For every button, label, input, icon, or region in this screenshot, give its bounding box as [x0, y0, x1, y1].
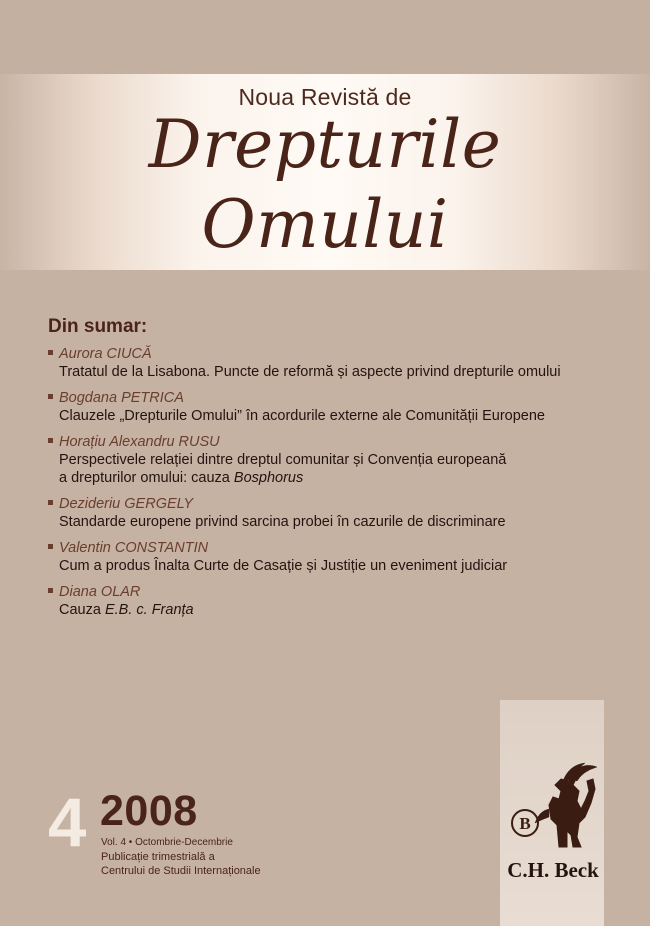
article-title: Cum a produs Înalta Curte de Casație și Justiție un eveniment judiciar — [59, 558, 508, 574]
article-title-text: a drepturilor omului: cauza — [59, 470, 234, 486]
bullet-icon — [48, 438, 53, 443]
logo-letter: B — [519, 814, 531, 833]
publisher-name: C.H. Beck — [507, 858, 599, 882]
article-author: Valentin CONSTANTIN — [59, 540, 209, 556]
article-title: Clauzele „Drepturile Omului” în acordurile externe ale Comunității Europene — [59, 408, 545, 424]
summary-item — [48, 433, 628, 487]
bullet-icon — [48, 544, 53, 549]
article-title — [48, 601, 628, 619]
article-author: Dezideriu GERGELY — [59, 496, 194, 512]
journal-title-line2: Omului — [201, 186, 449, 263]
griffin-icon — [509, 761, 601, 851]
article-author: Horațiu Alexandru RUSU — [59, 434, 220, 450]
bullet-icon — [48, 394, 53, 399]
article-title: Tratatul de la Lisabona. Puncte de reformă și aspecte privind drepturile omului — [59, 364, 561, 380]
article-author: Aurora CIUCĂ — [59, 346, 152, 362]
bullet-icon — [48, 588, 53, 593]
summary-list — [48, 345, 628, 627]
bullet-icon — [48, 350, 53, 355]
article-title-italic: E.B. c. Franța — [104, 602, 194, 618]
article-title-text: Cauza — [59, 602, 105, 618]
article-author: Diana OLAR — [59, 584, 141, 600]
publication-line2: Centrului de Studii Internaționale — [101, 865, 261, 877]
summary-item — [48, 495, 628, 531]
article-author: Bogdana PETRICA — [59, 390, 184, 406]
journal-supertitle: Noua Revistă de — [238, 84, 412, 110]
article-title: Standarde europene privind sarcina probei în cazurile de discriminare — [59, 514, 506, 530]
article-title: Perspectivele relației dintre dreptul comunitar și Convenția europeană — [59, 452, 507, 468]
article-title-continued — [48, 469, 628, 487]
bullet-icon — [48, 500, 53, 505]
summary-item — [48, 389, 628, 425]
summary-heading: Din sumar: — [48, 316, 148, 337]
summary-item — [48, 345, 628, 381]
volume-line: Vol. 4 • Octombrie-Decembrie — [101, 837, 233, 848]
publication-line1: Publicație trimestrială a — [101, 851, 215, 863]
article-title-italic: Bosphorus — [233, 470, 304, 486]
issue-year: 2008 — [100, 787, 198, 835]
issue-number: 4 — [48, 784, 85, 861]
top-band — [0, 0, 650, 74]
summary-item — [48, 539, 628, 575]
summary-item — [48, 583, 628, 619]
journal-title-line1: Drepturile — [148, 106, 502, 183]
